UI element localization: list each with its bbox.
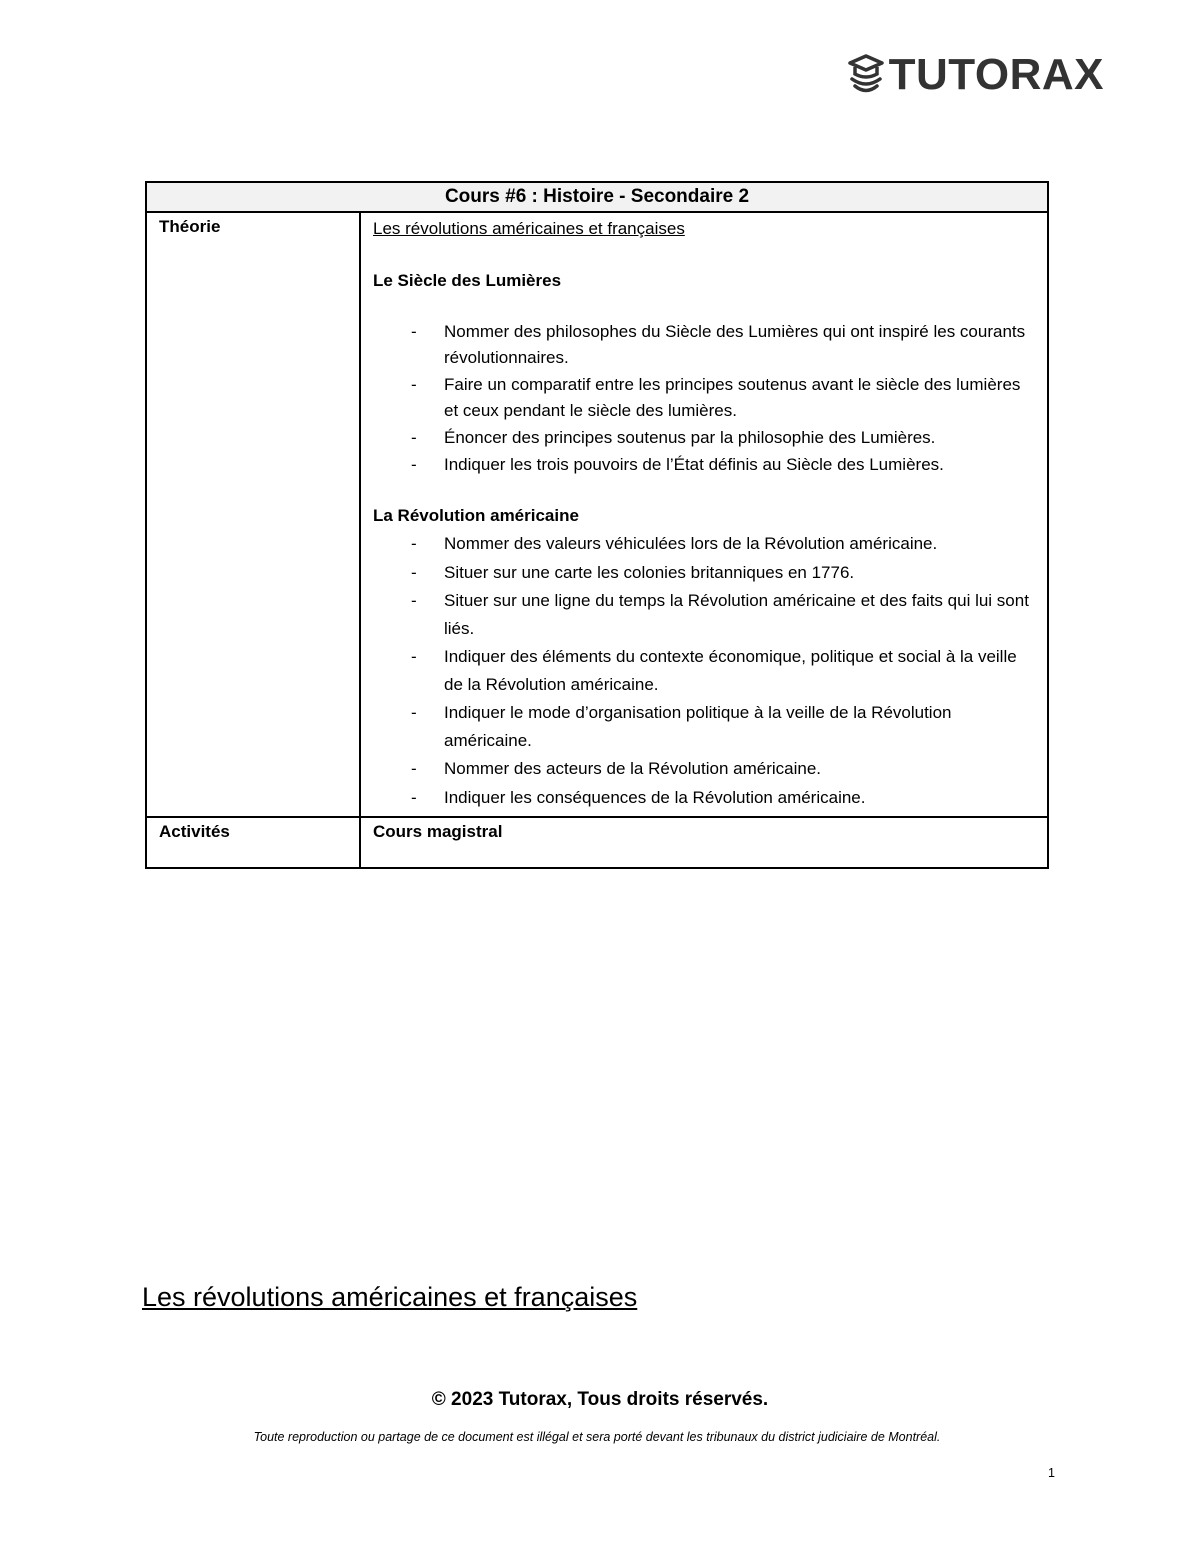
lesson-plan-title: Cours #6 : Histoire - Secondaire 2 bbox=[147, 183, 1047, 213]
page-number: 1 bbox=[1048, 1466, 1055, 1480]
objectives-list-revolution-americaine bbox=[373, 530, 1035, 811]
list-item: - Indiquer les trois pouvoirs de l’État définis au Siècle des Lumières. bbox=[373, 452, 1035, 478]
brand-logo bbox=[848, 52, 1104, 98]
activities-value: Cours magistral bbox=[373, 822, 503, 841]
list-item: - Indiquer les conséquences de la Révolution américaine. bbox=[373, 784, 1035, 812]
list-item: - Indiquer des éléments du contexte économique, politique et social à la veille de la Révolution américaine. bbox=[373, 643, 1035, 698]
list-item: - Indiquer le mode d’organisation politique à la veille de la Révolution américaine. bbox=[373, 699, 1035, 754]
list-item: - Nommer des philosophes du Siècle des Lumières qui ont inspiré les courants révolutionnaires. bbox=[373, 319, 1035, 371]
copyright-notice: © 2023 Tutorax, Tous droits réservés. bbox=[431, 1389, 769, 1410]
list-item: - Énoncer des principes soutenus par la philosophie des Lumières. bbox=[373, 425, 1035, 451]
list-item: - Faire un comparatif entre les principes soutenus avant le siècle des lumières et ceux pendant le siècle des lumières. bbox=[373, 372, 1035, 424]
theory-content bbox=[361, 213, 1047, 816]
list-item: - Nommer des acteurs de la Révolution américaine. bbox=[373, 755, 1035, 783]
legal-notice: Toute reproduction ou partage de ce document est illégal et sera porté devant les tribunaux du district judiciaire de Montréal. bbox=[253, 1430, 941, 1444]
graduation-cap-logo-icon bbox=[848, 52, 884, 98]
list-item: - Situer sur une carte les colonies britanniques en 1776. bbox=[373, 559, 1035, 587]
brand-name: TUTORAX bbox=[888, 50, 1104, 99]
document-heading: Les révolutions américaines et françaises bbox=[142, 1282, 638, 1312]
section-heading-revolution-americaine: La Révolution américaine bbox=[373, 506, 579, 525]
activities-label: Activités bbox=[147, 818, 361, 867]
activities-row bbox=[147, 816, 1047, 867]
list-item: - Nommer des valeurs véhiculées lors de la Révolution américaine. bbox=[373, 530, 1035, 558]
lesson-plan-table bbox=[145, 181, 1049, 869]
section-heading-lumieres: Le Siècle des Lumières bbox=[373, 271, 562, 290]
theory-label: Théorie bbox=[147, 213, 361, 816]
theory-row bbox=[147, 213, 1047, 816]
objectives-list-lumieres bbox=[373, 319, 1035, 478]
list-item: - Situer sur une ligne du temps la Révolution américaine et des faits qui lui sont liés. bbox=[373, 587, 1035, 642]
topic-title: Les révolutions américaines et françaises bbox=[373, 219, 685, 238]
